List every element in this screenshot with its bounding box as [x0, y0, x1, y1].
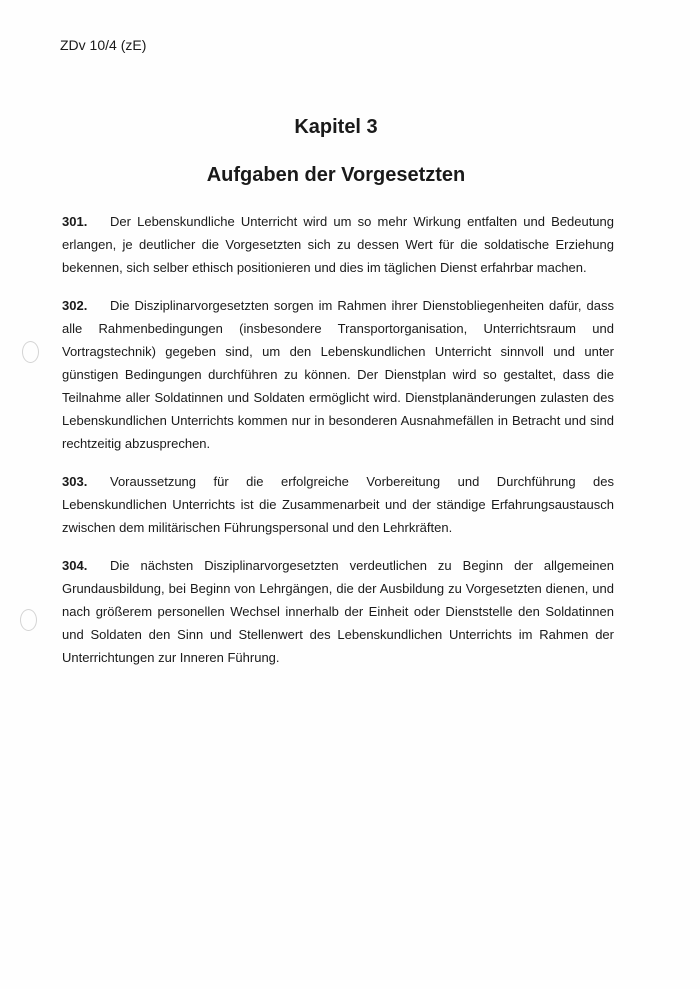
- paragraph-text: Voraussetzung für die erfolgreiche Vorbereitung und Durchführung des Lebenskundlichen Unterrichts ist die Zusammenarbeit und der ständige Erfahrungsaustausch zwischen dem militärischen Führungspersonal und den Lehrkräften.: [62, 474, 614, 535]
- paragraph-number: 301.: [62, 214, 88, 229]
- paragraph-302: [62, 294, 614, 455]
- chapter-heading: Kapitel 3: [294, 116, 378, 138]
- document-reference: ZDv 10/4 (zE): [60, 37, 147, 53]
- paragraph-number: 302.: [62, 298, 88, 313]
- paragraph-301: [62, 210, 614, 279]
- punch-hole-mark: [20, 609, 37, 631]
- paragraph-text: Die nächsten Disziplinarvorgesetzten verdeutlichen zu Beginn der allgemeinen Grundausbildung, bei Beginn von Lehrgängen, die der Ausbildung zu Vorgesetzten dienen, und nach größerem personellen Wechsel innerhalb der Einheit oder Dienststelle den Soldatinnen und Soldaten den Sinn und Stellenwert des Lebenskundlichen Unterrichts im Rahmen der Unterrichtungen zur Inneren Führung.: [62, 558, 614, 665]
- paragraph-text: Der Lebenskundliche Unterricht wird um so mehr Wirkung entfalten und Bedeutung erlangen, je deutlicher die Vorgesetzten sich zu dessen Wert für die soldatische Erziehung bekennen, sich selber ethisch positionieren und dies im täglichen Dienst erfahrbar machen.: [62, 214, 614, 275]
- paragraph-303: [62, 470, 614, 539]
- paragraph-304: [62, 554, 614, 669]
- paragraph-number: 304.: [62, 558, 88, 573]
- chapter-title: Aufgaben der Vorgesetzten: [206, 164, 466, 186]
- paragraph-number: 303.: [62, 474, 88, 489]
- paragraph-text: Die Disziplinarvorgesetzten sorgen im Rahmen ihrer Dienstobliegenheiten dafür, dass alle Rahmenbedingungen (insbesondere Transportorganisation, Unterrichtsraum und Vortragstechnik) gegeben sind, um den Lebenskundlichen Unterricht sinnvoll und unter günstigen Bedingungen durchführen zu können. Der Dienstplan wird so gestaltet, dass die Teilnahme aller Soldatinnen und Soldaten ermöglicht wird. Dienstplanänderungen zulasten des Lebenskundlichen Unterrichts kommen nur in besonderen Ausnahmefällen in Betracht und sind rechtzeitig abzusprechen.: [62, 298, 614, 451]
- document-body: [62, 210, 614, 684]
- punch-hole-mark: [22, 341, 39, 363]
